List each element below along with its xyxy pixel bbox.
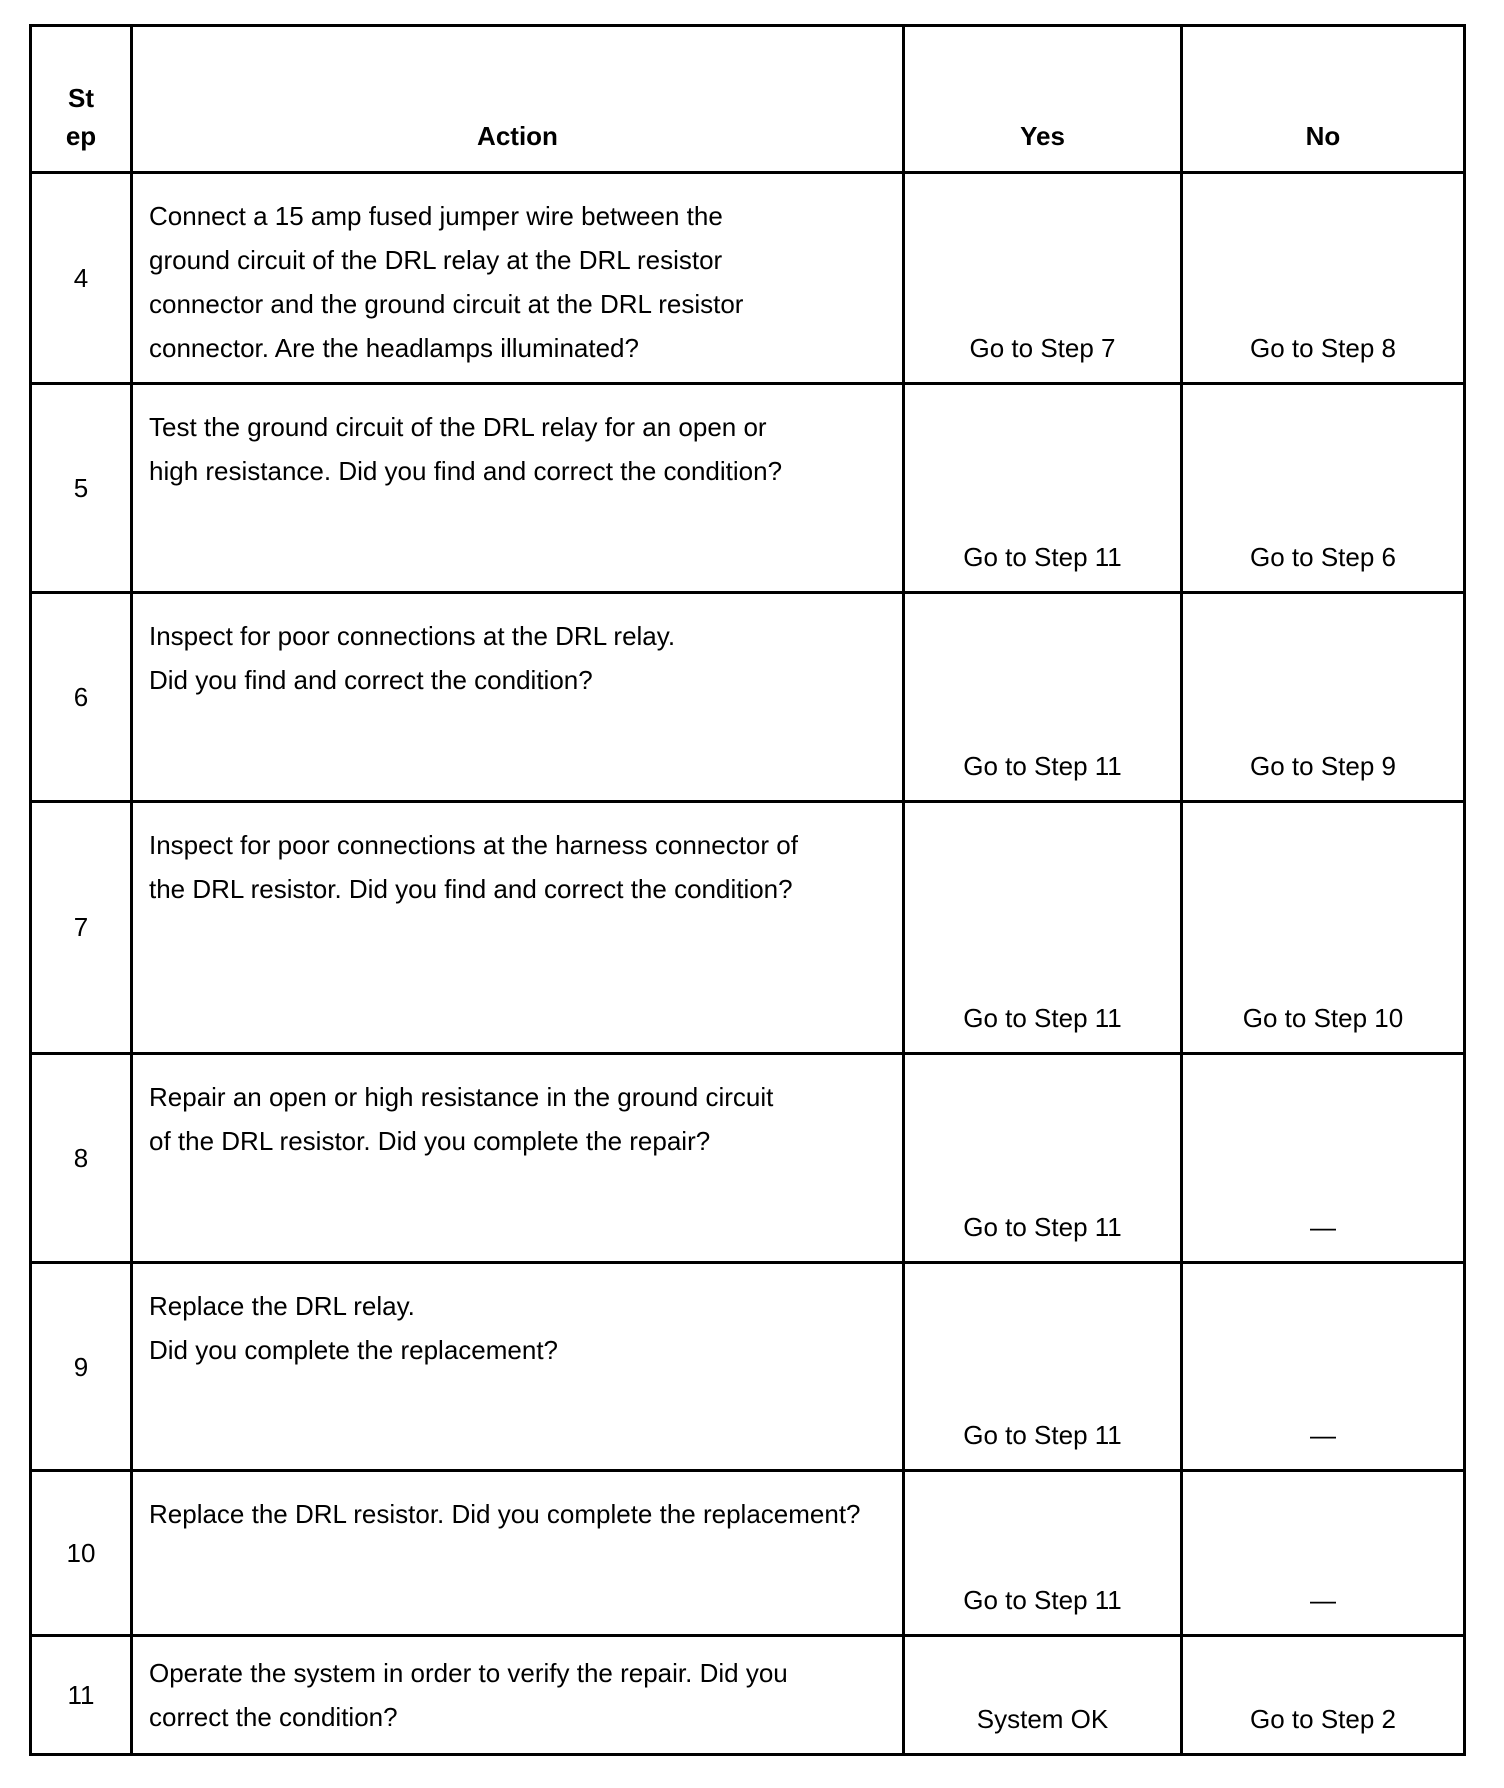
table-row xyxy=(31,173,1465,384)
step-number: 4 xyxy=(31,173,132,384)
action-line: Test the ground circuit of the DRL relay for an open or xyxy=(149,411,767,442)
yes-result: Go to Step 11 xyxy=(904,383,1182,592)
no-result: — xyxy=(1182,1471,1465,1635)
no-result: Go to Step 2 xyxy=(1182,1635,1465,1754)
step-number: 9 xyxy=(31,1262,132,1471)
action-text xyxy=(132,1471,904,1635)
no-result: Go to Step 8 xyxy=(1182,173,1465,384)
action-text xyxy=(132,1262,904,1471)
action-line: Did you complete the replacement? xyxy=(149,1334,559,1365)
table-row xyxy=(31,801,1465,1053)
yes-result: Go to Step 11 xyxy=(904,1053,1182,1262)
action-text xyxy=(132,592,904,801)
table-row xyxy=(31,383,1465,592)
yes-result: Go to Step 11 xyxy=(904,801,1182,1053)
action-line: the DRL resistor. Did you find and correct the condition? xyxy=(149,873,793,904)
table-row xyxy=(31,1635,1465,1754)
table-row xyxy=(31,592,1465,801)
action-line: Operate the system in order to verify the repair. Did you xyxy=(149,1657,788,1688)
header-yes: Yes xyxy=(904,26,1182,173)
action-line: correct the condition? xyxy=(149,1701,398,1732)
action-line: Inspect for poor connections at the DRL relay. xyxy=(149,620,676,651)
no-result: Go to Step 9 xyxy=(1182,592,1465,801)
header-action: Action xyxy=(132,26,904,173)
yes-result: Go to Step 11 xyxy=(904,1471,1182,1635)
action-line: Repair an open or high resistance in the ground circuit xyxy=(149,1081,774,1112)
yes-result: Go to Step 11 xyxy=(904,1262,1182,1471)
header-row xyxy=(31,26,1465,173)
action-line: Inspect for poor connections at the harness connector of xyxy=(149,829,798,860)
step-number: 5 xyxy=(31,383,132,592)
action-line: connector and the ground circuit at the DRL resistor xyxy=(149,289,744,319)
table-row xyxy=(31,1471,1465,1635)
step-number: 11 xyxy=(31,1635,132,1754)
step-number: 6 xyxy=(31,592,132,801)
header-step xyxy=(31,26,132,173)
action-text xyxy=(132,383,904,592)
action-line: Did you find and correct the condition? xyxy=(149,664,593,695)
no-result: Go to Step 10 xyxy=(1182,801,1465,1053)
yes-result: Go to Step 7 xyxy=(904,173,1182,384)
table-row xyxy=(31,1053,1465,1262)
no-result: — xyxy=(1182,1053,1465,1262)
no-result: — xyxy=(1182,1262,1465,1471)
step-number: 8 xyxy=(31,1053,132,1262)
diagnostic-table xyxy=(29,24,1466,1756)
header-no: No xyxy=(1182,26,1465,173)
table-body xyxy=(31,173,1465,1755)
action-text xyxy=(132,1053,904,1262)
step-number: 10 xyxy=(31,1471,132,1635)
header-step-line-1: St xyxy=(68,83,94,113)
yes-result: Go to Step 11 xyxy=(904,592,1182,801)
step-number: 7 xyxy=(31,801,132,1053)
action-line: high resistance. Did you find and correct the condition? xyxy=(149,455,783,486)
action-line: Replace the DRL resistor. Did you complete the replacement? xyxy=(149,1499,861,1530)
action-text xyxy=(132,173,904,384)
header-step-line-2: ep xyxy=(65,121,97,151)
action-line: Replace the DRL relay. xyxy=(149,1290,415,1321)
action-line: ground circuit of the DRL relay at the DRL resistor xyxy=(149,245,723,275)
action-text xyxy=(132,1635,904,1754)
table-row xyxy=(31,1262,1465,1471)
action-line: connector. Are the headlamps illuminated? xyxy=(149,333,639,363)
action-line: of the DRL resistor. Did you complete the repair? xyxy=(149,1125,711,1156)
action-line: Connect a 15 amp fused jumper wire between the xyxy=(149,201,723,231)
yes-result: System OK xyxy=(904,1635,1182,1754)
action-text xyxy=(132,801,904,1053)
no-result: Go to Step 6 xyxy=(1182,383,1465,592)
